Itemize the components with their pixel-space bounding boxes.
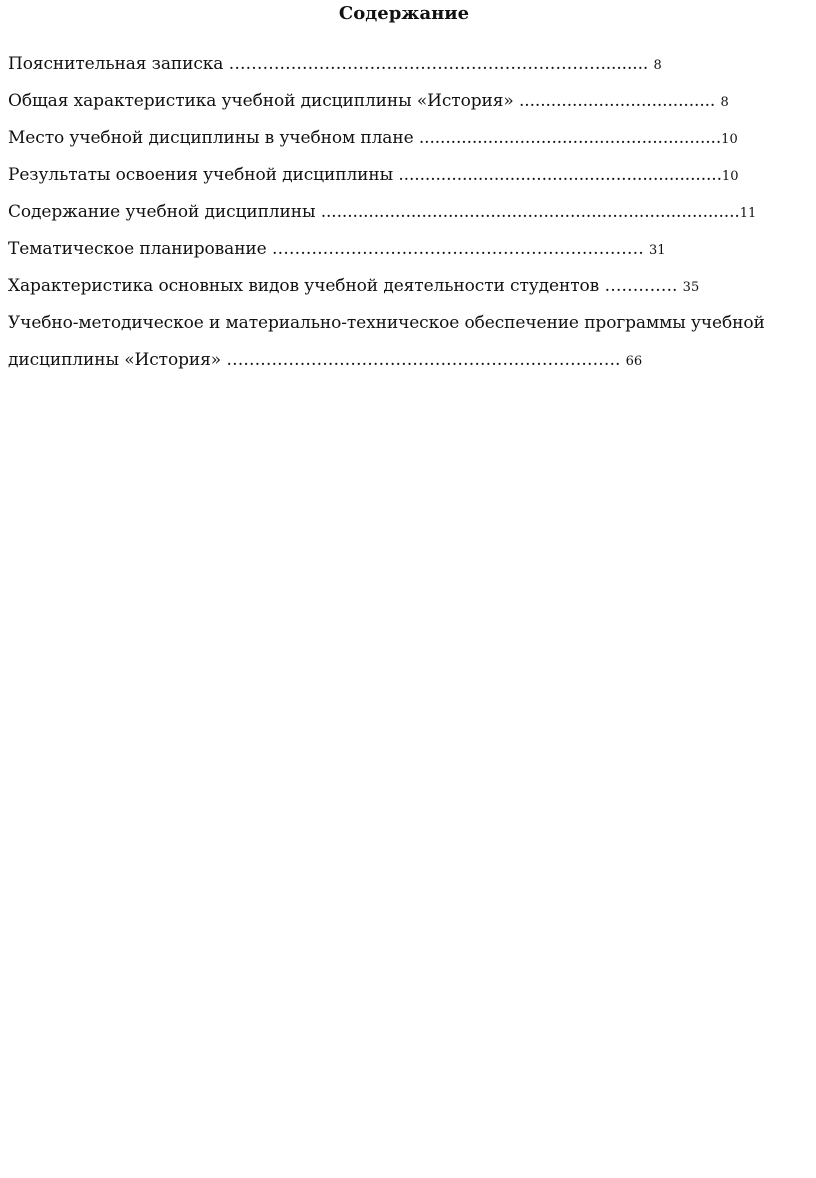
toc-entry-text: Результаты освоения учебной дисциплины — [8, 165, 399, 185]
toc-entry-course-content[interactable] — [8, 194, 798, 231]
toc-entry-text: Учебно-методическое и материально-техническое обеспечение программы учебной — [8, 313, 765, 333]
toc-entry-text: Общая характеристика учебной дисциплины «История» — [8, 91, 519, 111]
dot-leader: ............................................................................... — [320, 202, 740, 222]
dot-leader: ............................................................. — [398, 165, 722, 185]
dot-leader: …………. — [604, 276, 683, 296]
toc-page-number: 10 — [721, 169, 739, 184]
toc-entry-student-activities[interactable] — [8, 268, 798, 305]
dot-leader: …………………………………………………………......... — [228, 54, 654, 74]
toc-entry-text: Тематическое планирование — [8, 239, 272, 259]
toc-entry-general-characteristics[interactable] — [8, 83, 798, 120]
table-of-contents — [8, 46, 798, 379]
toc-entry-explanatory-note[interactable] — [8, 46, 798, 83]
toc-title: Содержание — [338, 3, 470, 24]
toc-entry-text: дисциплины «История» — [8, 350, 227, 370]
toc-entry-text: Характеристика основных видов учебной деятельности студентов — [8, 276, 605, 296]
toc-entry-place-in-curriculum[interactable] — [8, 120, 798, 157]
toc-page-number: 8 — [720, 95, 729, 110]
toc-entry-thematic-planning[interactable] — [8, 231, 798, 268]
toc-page-number: 8 — [653, 58, 662, 73]
dot-leader: ......................................................... — [418, 128, 722, 148]
toc-entry-support-line-2[interactable] — [8, 342, 798, 379]
toc-page-number: 31 — [649, 243, 666, 258]
dot-leader: ……………………………………………………………. — [226, 350, 626, 370]
toc-entry-text: Место учебной дисциплины в учебном плане — [8, 128, 419, 148]
dot-leader: ..................................... — [518, 91, 721, 111]
toc-page-number: 10 — [721, 132, 738, 147]
dot-leader: ………………………………………………………… — [271, 239, 650, 259]
toc-entry-text: Пояснительная записка — [8, 54, 229, 74]
toc-page-number: 11 — [739, 206, 757, 221]
toc-entry-support-line-1[interactable] — [8, 305, 798, 342]
toc-entry-learning-results[interactable] — [8, 157, 798, 194]
toc-page-number: 35 — [682, 280, 700, 295]
toc-entry-text: Содержание учебной дисциплины — [8, 202, 321, 222]
toc-page-number: 66 — [625, 354, 643, 369]
